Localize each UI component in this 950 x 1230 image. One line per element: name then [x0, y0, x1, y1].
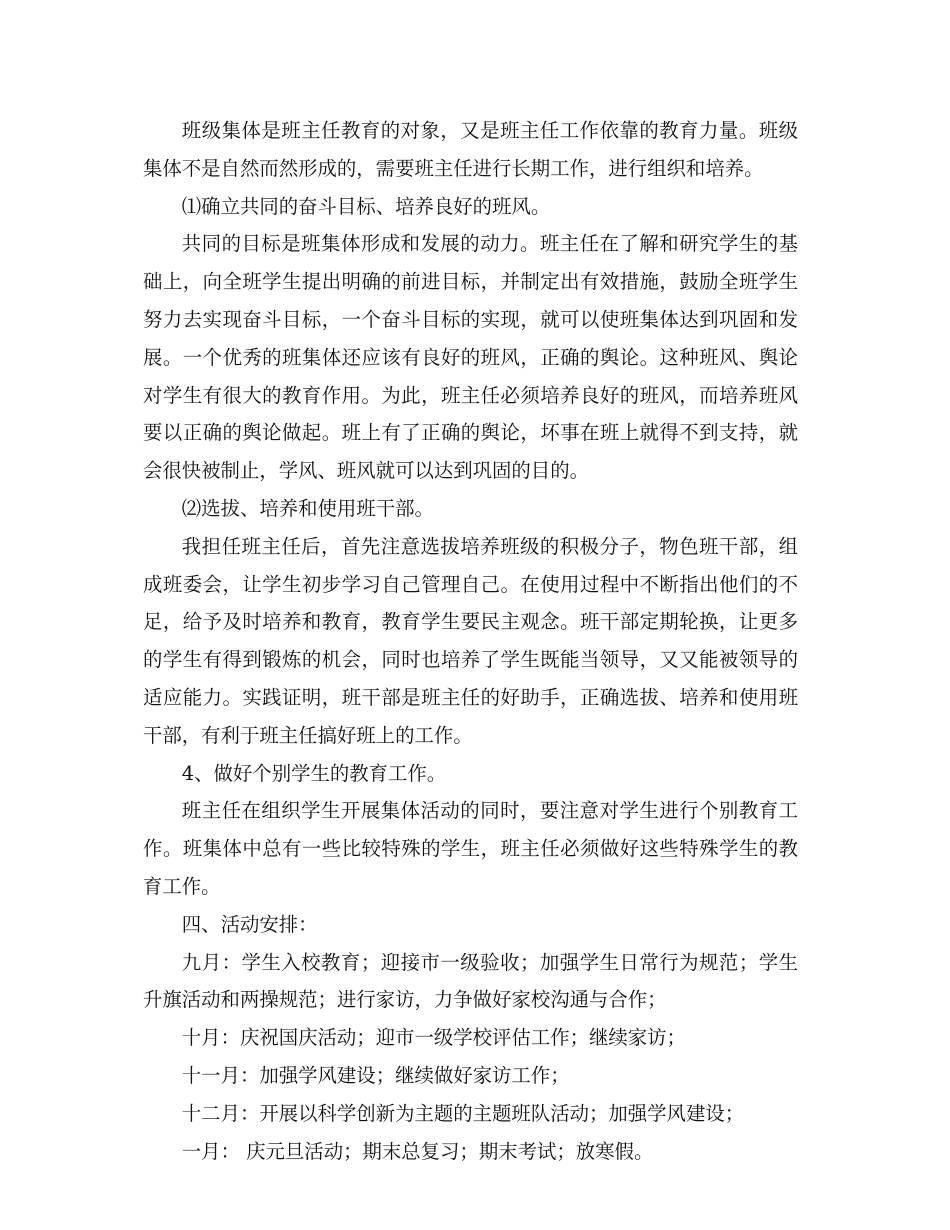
heading-activity-schedule: 四、活动安排：	[181, 912, 318, 936]
schedule-december: 十二月：开展以科学创新为主题的主题班队活动；加强学风建设；	[181, 1101, 745, 1125]
heading-class-cadres: ⑵选拔、培养和使用班干部。	[181, 496, 434, 520]
schedule-november: 十一月：加强学风建设；继续做好家访工作；	[181, 1063, 570, 1087]
paragraph-class-collective-intro: 班级集体是班主任教育的对象，又是班主任工作依靠的教育力量。班级集体不是自然而然形成的，需要班主任进行长期工作，进行组织和培养。	[143, 119, 798, 180]
schedule-october: 十月：庆祝国庆活动；迎市一级学校评估工作；继续家访；	[181, 1026, 686, 1050]
heading-individual-education: 4、做好个别学生的教育工作。	[181, 761, 447, 785]
schedule-september: 九月：学生入校教育；迎接市一级验收；加强学生日常行为规范；学生升旗活动和两操规范；进行家访，力争做好家校沟通与合作；	[143, 950, 798, 1012]
paragraph-common-goal: 共同的目标是班集体形成和发展的动力。班主任在了解和研究学生的基础上，向全班学生提出明确的前进目标，并制定出有效措施，鼓励全班学生努力去实现奋斗目标，一个奋斗目标的实现，就可以使班集体达到巩固和发展。一个优秀的班集体还应该有良好的班风，正确的舆论。这种班风、舆论对学生有很大的教育作用。为此，班主任必须培养良好的班风，而培养班风要以正确的舆论做起。班上有了正确的舆论，坏事在班上就得不到支持，就会很快被制止，学风、班风就可以达到巩固的目的。	[143, 232, 798, 483]
paragraph-class-cadres: 我担任班主任后，首先注意选拔培养班级的积极分子，物色班干部，组成班委会，让学生初步学习自己管理自己。在使用过程中不断指出他们的不足，给予及时培养和教育，教育学生要民主观念。班干部定期轮换，让更多的学生有得到锻炼的机会，同时也培养了学生既能当领导，又又能被领导的适应能力。实践证明，班干部是班主任的好助手，正确选拔、培养和使用班干部，有利于班主任搞好班上的工作。	[143, 534, 798, 747]
paragraph-individual-education: 班主任在组织学生开展集体活动的同时，要注意对学生进行个别教育工作。班集体中总有一些比较特殊的学生，班主任必须做好这些特殊学生的教育工作。	[143, 799, 798, 898]
heading-common-goal: ⑴确立共同的奋斗目标、培养良好的班风。	[181, 194, 551, 218]
document-body	[143, 112, 798, 1170]
schedule-january: 一月： 庆元旦活动；期末总复习；期末考试；放寒假。	[181, 1139, 654, 1163]
